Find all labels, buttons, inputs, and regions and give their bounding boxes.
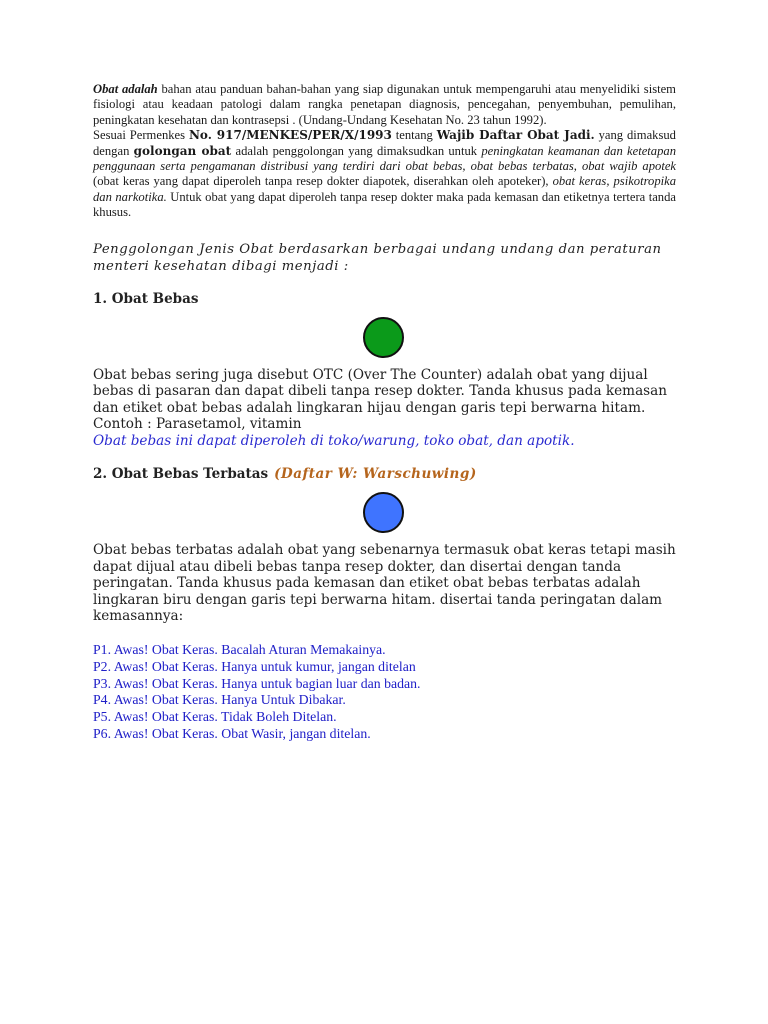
regulation-number: No. 917/MENKES/PER/X/1993 — [188, 128, 392, 143]
green-circle-symbol — [363, 317, 404, 358]
penggolongan-text: adalah penggolongan yang dimaksudkan untuk — [231, 143, 482, 158]
obat-bebas-text: Obat bebas sering juga disebut OTC (Over The Counter) adalah obat yang dijual bebas di pasaran dan dapat dibeli tanpa resep dokter. Tanda khusus pada kemasan dan etiket obat bebas adalah lingkaran hijau dengan garis tepi berwarna hitam. — [93, 366, 668, 416]
intro-text: bahan atau panduan bahan-bahan yang siap digunakan untuk mempengaruhi atau menyelidiki sistem fisiologi atau keadaan patologi dalam rangka penetapan diagnosis, pencegahan, penyembuhan, pemulihan, peningkatan kesehatan dan kontrasepsi . (Undang-Undang Kesehatan No. 23 tahun 1992). — [93, 82, 676, 127]
warning-item-p5: P5. Awas! Obat Keras. Tidak Boleh Ditelan. — [93, 709, 337, 725]
permenkes-text: Sesuai Permenkes — [93, 128, 189, 143]
warning-list — [93, 642, 676, 743]
section2-heading-text: 2. Obat Bebas Terbatas — [93, 466, 269, 483]
blue-circle-symbol — [363, 492, 404, 533]
warning-item-p2: P2. Awas! Obat Keras. Hanya untuk kumur, jangan ditelan — [93, 658, 416, 674]
obat-bebas-note: Obat bebas ini dapat diperoleh di toko/warung, toko obat, dan apotik. — [93, 433, 575, 450]
daftar-w-annotation: (Daftar W: Warschuwing) — [274, 466, 477, 483]
warning-item-p3: P3. Awas! Obat Keras. Hanya untuk bagian luar dan badan. — [93, 675, 421, 691]
section-heading-obat-bebas-terbatas — [93, 466, 676, 483]
drug-classes-italic: obat keras, psikotropika dan narkotika. — [93, 174, 677, 204]
section-heading-obat-bebas: 1. Obat Bebas — [93, 290, 199, 307]
regulation-title: Wajib Daftar Obat Jadi. — [436, 128, 595, 143]
intro-paragraph — [93, 82, 676, 221]
warning-item-p6: P6. Awas! Obat Keras. Obat Wasir, jangan ditelan. — [93, 725, 371, 741]
warning-item-p4: P4. Awas! Obat Keras. Hanya Untuk Dibakar. — [93, 692, 346, 708]
warning-item-p1: P1. Awas! Obat Keras. Bacalah Aturan Memakainya. — [93, 642, 386, 657]
tanda-khusus-text: Untuk obat yang dapat diperoleh tanpa resep dokter maka pada kemasan dan etiketnya tertera tanda khusus. — [93, 189, 676, 220]
obat-bebas-description — [93, 367, 676, 433]
dimaksud-text: yang dimaksud dengan — [93, 128, 676, 158]
document-body — [93, 82, 676, 743]
apotek-text: (obat keras yang dapat diperoleh tanpa resep dokter diapotek, diserahkan oleh apoteker), — [93, 174, 553, 189]
purpose-italic: peningkatan keamanan dan ketetapan penggunaan serta pengamanan distribusi yang terdiri dari obat bebas, obat bebas terbatas, obat wajib apotek — [93, 143, 676, 174]
tentang-text: tentang — [391, 128, 437, 143]
classification-lead: Penggolongan Jenis Obat berdasarkan berbagai undang undang dan peraturan menteri kesehatan dibagi menjadi : — [93, 241, 662, 274]
obat-bebas-terbatas-description: Obat bebas terbatas adalah obat yang sebenarnya termasuk obat keras tetapi masih dapat dijual atau dibeli bebas tanpa resep dokter, dan disertai dengan tanda peringatan. Tanda khusus pada kemasan dan etiket obat bebas terbatas adalah lingkaran biru dengan garis tepi berwarna hitam. disertai tanda peringatan dalam kemasannya: — [93, 542, 676, 625]
term-obat-adalah: Obat adalah — [93, 82, 158, 96]
golongan-obat-term: golongan obat — [133, 143, 232, 158]
obat-bebas-example: Contoh : Parasetamol, vitamin — [93, 416, 302, 433]
